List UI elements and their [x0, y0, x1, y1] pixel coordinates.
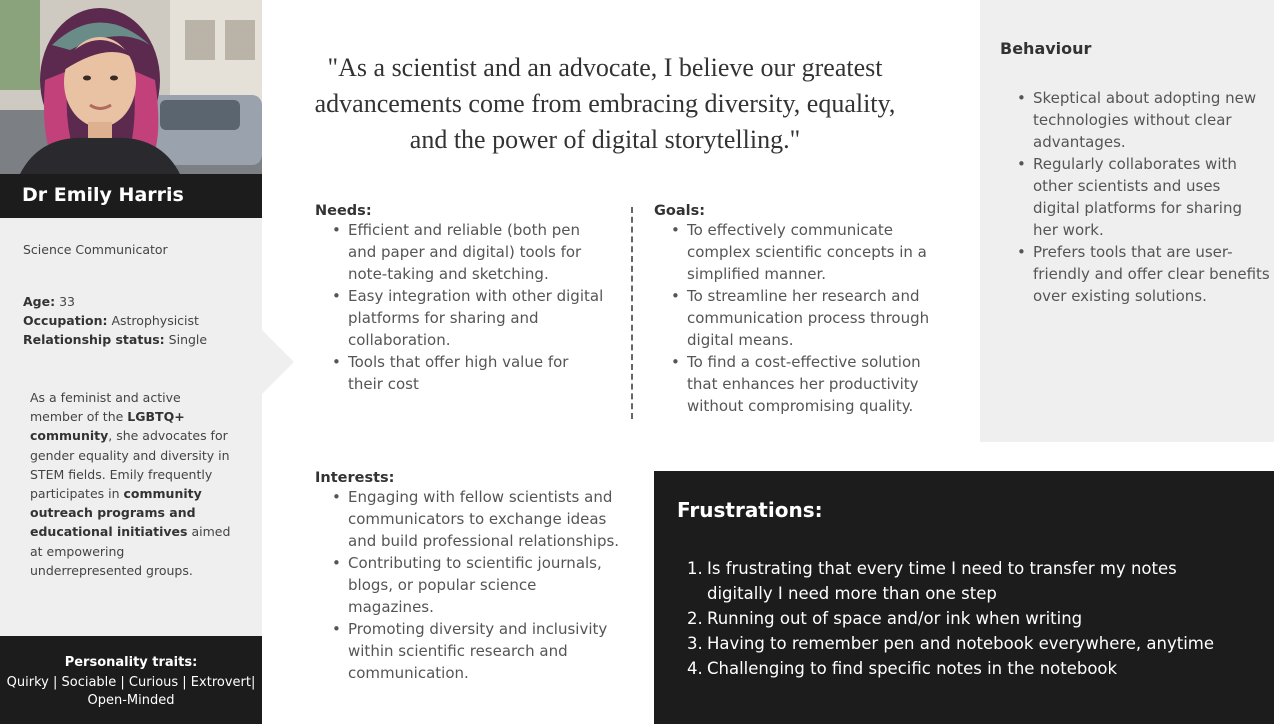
relationship-row [23, 330, 207, 349]
list-item-text: Tools that offer high value for their cost [348, 353, 569, 393]
bullet-icon: • [332, 488, 341, 506]
list-item-text: Efficient and reliable (both pen and paper and digital) tools for note-taking and sketching. [348, 221, 582, 283]
frustrations-title: Frustrations: [677, 498, 823, 522]
traits-list: Quirky | Sociable | Curious | Extrovert| Open-Minded [6, 675, 256, 708]
list-item [687, 656, 1247, 681]
persona-name: Dr Emily Harris [22, 184, 184, 206]
list-item [654, 285, 954, 351]
bio-text-1: As a feminist and active member of the [30, 390, 181, 425]
list-item [687, 606, 1247, 631]
list-item [315, 618, 625, 684]
list-item [1000, 153, 1270, 241]
behaviour-panel [980, 0, 1274, 442]
profile-sidebar [0, 0, 262, 724]
traits-title: Personality traits: [64, 655, 198, 670]
bio-text-3: aimed at empowering underrepresented groups. [30, 524, 231, 578]
list-item-text: Running out of space and/or ink when writing [707, 609, 1083, 628]
list-item [654, 219, 954, 285]
list-item-text: Promoting diversity and inclusivity within scientific research and communication. [348, 620, 608, 682]
bullet-icon: • [671, 221, 680, 239]
relationship-value: Single [168, 332, 208, 347]
list-number: 3. [687, 634, 703, 653]
list-item [315, 219, 605, 285]
persona-bio [30, 388, 235, 580]
bullet-icon: • [1017, 243, 1026, 261]
list-item-text: Contributing to scientific journals, blogs, or popular science magazines. [348, 554, 602, 616]
needs-list [315, 219, 605, 395]
behaviour-list [1000, 87, 1270, 307]
list-item [315, 285, 605, 351]
persona-quote: "As a scientist and an advocate, I believe our greatest advancements come from embracing diversity, equality, and the power of digital storytelling." [314, 53, 896, 154]
needs-title: Needs: [315, 203, 372, 219]
list-number: 2. [687, 609, 703, 628]
goals-list [654, 219, 954, 417]
relationship-label: Relationship status: [23, 332, 165, 347]
bullet-icon: • [1017, 155, 1026, 173]
age-row [23, 292, 207, 311]
list-item-text: Skeptical about adopting new technologies without clear advantages. [1033, 89, 1257, 151]
occupation-value: Astrophysicist [111, 313, 199, 328]
dashed-divider [631, 207, 633, 419]
bio-text-2: , she advocates for gender equality and diversity in STEM fields. Emily frequently participates in [30, 428, 230, 502]
list-item-text: To streamline her research and communication process through digital means. [687, 287, 930, 349]
age-value: 33 [59, 294, 75, 309]
list-item-text: Prefers tools that are user-friendly and offer clear benefits over existing solutions. [1033, 243, 1270, 305]
list-item-text: Easy integration with other digital platforms for sharing and collaboration. [348, 287, 604, 349]
bullet-icon: • [671, 353, 680, 371]
list-item-text: Engaging with fellow scientists and communicators to exchange ideas and build professional relationships. [348, 488, 620, 550]
list-item [687, 556, 1247, 606]
list-item-text: Regularly collaborates with other scientists and uses digital platforms for sharing her work. [1033, 155, 1242, 239]
occupation-row [23, 311, 207, 330]
list-item-text: Having to remember pen and notebook everywhere, anytime [707, 634, 1215, 653]
personality-traits [0, 636, 262, 724]
list-item [315, 351, 605, 395]
bio-bold-2: community outreach programs and educational initiatives [30, 486, 202, 540]
list-item-text: To find a cost-effective solution that enhances her productivity without compromising quality. [687, 353, 921, 415]
list-item [1000, 241, 1270, 307]
list-item-text: To effectively communicate complex scientific concepts in a simplified manner. [687, 221, 927, 283]
age-label: Age: [23, 294, 56, 309]
sidebar-pointer-arrow [262, 330, 294, 394]
profile-photo [0, 0, 262, 174]
list-item [315, 552, 625, 618]
list-item [1000, 87, 1270, 153]
persona-facts [23, 292, 207, 349]
list-number: 4. [687, 659, 703, 678]
bullet-icon: • [332, 353, 341, 371]
list-item [315, 486, 625, 552]
bullet-icon: • [332, 554, 341, 572]
bullet-icon: • [332, 221, 341, 239]
interests-section [315, 470, 625, 684]
goals-title: Goals: [654, 203, 706, 219]
list-number: 1. [687, 559, 703, 578]
bio-bold-1: LGBTQ+ community [30, 409, 185, 444]
frustrations-list [687, 556, 1247, 681]
list-item [654, 351, 954, 417]
list-item-text: Is frustrating that every time I need to transfer my notes digitally I need more than one step [707, 559, 1177, 603]
name-banner [0, 174, 262, 218]
persona-role: Science Communicator [23, 242, 168, 257]
behaviour-title: Behaviour [1000, 39, 1092, 58]
occupation-label: Occupation: [23, 313, 108, 328]
needs-section [315, 203, 605, 395]
list-item [687, 631, 1247, 656]
portrait-illustration [0, 0, 262, 174]
bullet-icon: • [1017, 89, 1026, 107]
interests-title: Interests: [315, 470, 395, 486]
bullet-icon: • [332, 287, 341, 305]
frustrations-panel [654, 471, 1274, 724]
list-item-text: Challenging to find specific notes in the notebook [707, 659, 1118, 678]
interests-list [315, 486, 625, 684]
goals-section [654, 203, 954, 417]
bullet-icon: • [332, 620, 341, 638]
bullet-icon: • [671, 287, 680, 305]
